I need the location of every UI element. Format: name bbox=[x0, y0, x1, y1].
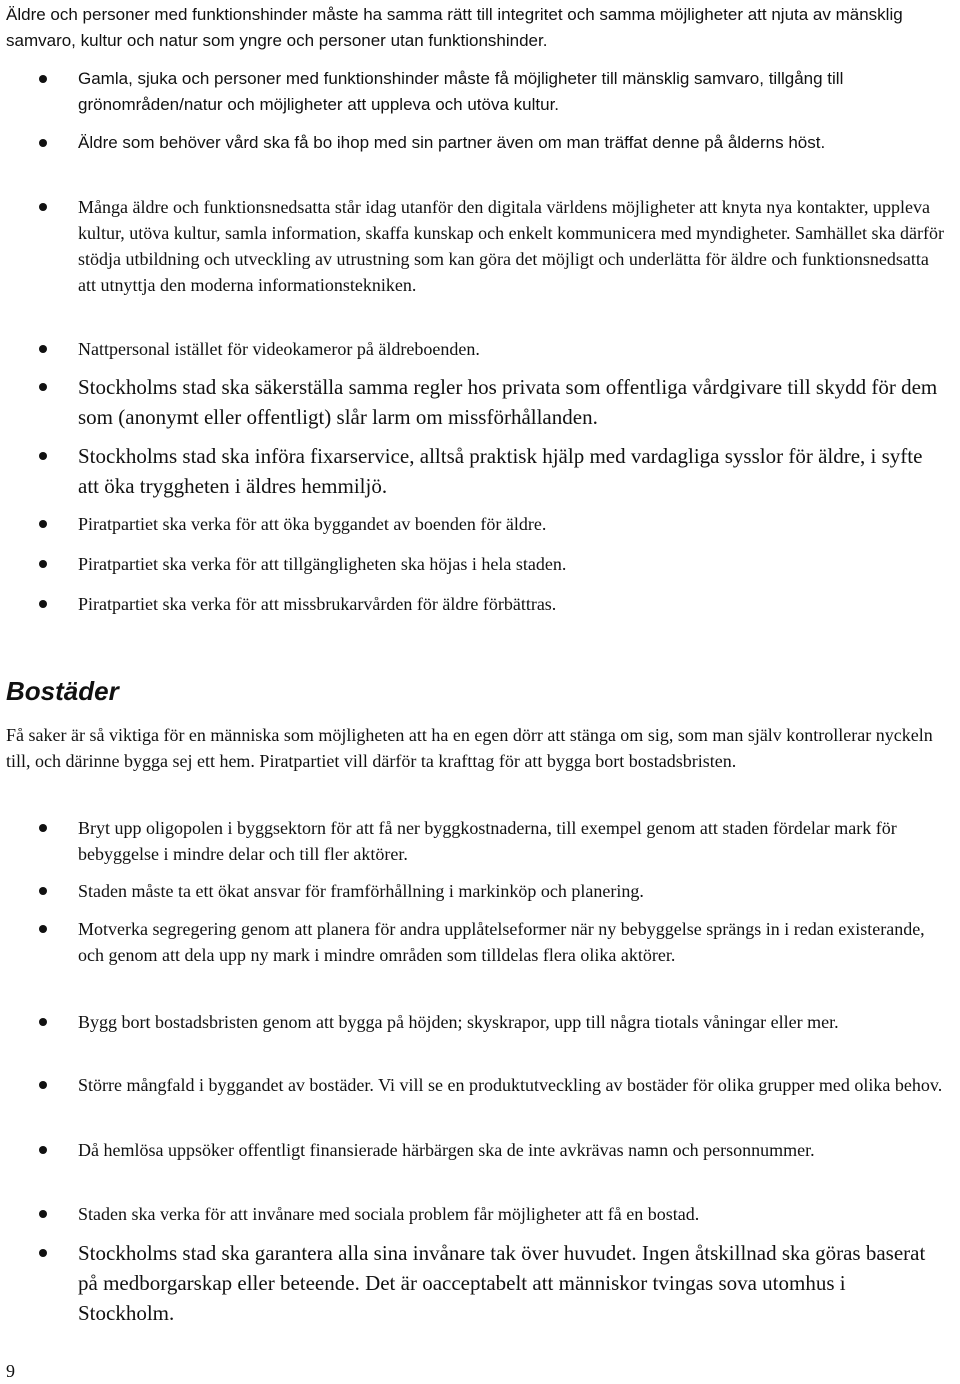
bullet-icon bbox=[39, 520, 47, 528]
intro-paragraph: Äldre och personer med funktionshinder måste ha samma rätt till integritet och samma möjligheter att njuta av mänsklig samvaro, kultur och natur som yngre och personer utan funktionshinder. bbox=[6, 5, 903, 50]
bullet-icon bbox=[39, 925, 47, 933]
list-item-text: Äldre som behöver vård ska få bo ihop med sin partner även om man träffat denne på ålderns höst. bbox=[78, 133, 826, 152]
list-item-text: Motverka segregering genom att planera för andra upplåtelseformer när ny bebyggelse sprängs in i redan existerande, och genom att dela upp ny mark i mindre områden som tilldelas flera olika aktörer. bbox=[78, 919, 925, 965]
list-item bbox=[78, 66, 946, 118]
bullet-icon bbox=[39, 345, 47, 353]
list-item bbox=[78, 815, 946, 867]
list-item bbox=[78, 441, 946, 501]
bullet-icon bbox=[39, 1146, 47, 1154]
list-item bbox=[78, 878, 946, 904]
list-item-text: Bygg bort bostadsbristen genom att bygga på höjden; skyskrapor, upp till några tiotals våningar eller mer. bbox=[78, 1012, 839, 1032]
list-item-text: Många äldre och funktionsnedsatta står idag utanför den digitala världens möjligheter att knyta nya kontakter, uppleva kultur, utöva kultur, samla information, skaffa kunskap och enkelt kommunicera med myndigheter. Samhället ska därför stödja utbildning och utveckling av utrustning som kan göra det möjligt och underlätta för äldre och funktionsnedsatta att utnyttja den moderna informationstekniken. bbox=[78, 197, 945, 295]
list-item-text: Större mångfald i byggandet av bostäder. Vi vill se en produktutveckling av bostäder för olika grupper med olika behov. bbox=[78, 1075, 943, 1095]
list-item-text: Staden ska verka för att invånare med sociala problem får möjligheter att få en bostad. bbox=[78, 1204, 700, 1224]
list-item-text: Stockholms stad ska garantera alla sina invånare tak över huvudet. Ingen åtskillnad ska göras baserat på medborgarskap eller beteende. Det är oacceptabelt att människor tvingas sova utomhus i Stockholm. bbox=[78, 1241, 926, 1325]
list-item-text: Nattpersonal istället för videokameror på äldreboenden. bbox=[78, 339, 480, 359]
list-item bbox=[78, 194, 946, 298]
bullet-icon bbox=[39, 824, 47, 832]
list-item bbox=[78, 372, 946, 432]
list-item-text: Bryt upp oligopolen i byggsektorn för att få ner byggkostnaderna, till exempel genom att staden fördelar mark för bebyggelse i mindre delar och till fler aktörer. bbox=[78, 818, 897, 864]
section-heading: Bostäder bbox=[6, 676, 119, 706]
list-item bbox=[78, 1072, 946, 1098]
list-item-text: Då hemlösa uppsöker offentligt finansierade härbärgen ska de inte avkrävas namn och personnummer. bbox=[78, 1140, 815, 1160]
page-number: 9 bbox=[6, 1361, 15, 1381]
bullet-icon bbox=[39, 452, 47, 460]
bullet-icon bbox=[39, 1249, 47, 1257]
bullet-icon bbox=[39, 1210, 47, 1218]
bullet-icon bbox=[39, 383, 47, 391]
housing-intro-paragraph: Få saker är så viktiga för en människa som möjligheten att ha en egen dörr att stänga om sig, som man själv kontrollerar nyckeln till, och därinne bygga sej ett hem. Piratpartiet vill därför ta krafttag för att bygga bort bostadsbristen. bbox=[6, 725, 933, 771]
list-item-text: Piratpartiet ska verka för att tillgängligheten ska höjas i hela staden. bbox=[78, 554, 567, 574]
list-item bbox=[78, 551, 946, 577]
list-item bbox=[78, 1009, 946, 1035]
list-item bbox=[78, 511, 946, 537]
list-item-text: Gamla, sjuka och personer med funktionshinder måste få möjligheter till mänsklig samvaro, tillgång till grönområden/natur och möjligheter att uppleva och utöva kultur. bbox=[78, 69, 844, 114]
list-item-text: Stockholms stad ska säkerställa samma regler hos privata som offentliga vårdgivare till skydd för dem som (anonymt eller offentligt) slår larm om missförhållanden. bbox=[78, 375, 938, 429]
bullet-icon bbox=[39, 139, 47, 147]
bullet-icon bbox=[39, 1018, 47, 1026]
list-item bbox=[78, 916, 946, 968]
list-item-text: Staden måste ta ett ökat ansvar för framförhållning i markinköp och planering. bbox=[78, 881, 644, 901]
bullet-icon bbox=[39, 203, 47, 211]
list-item-text: Stockholms stad ska införa fixarservice, alltså praktisk hjälp med vardagliga sysslor för äldre, i syfte att öka tryggheten i äldres hemmiljö. bbox=[78, 444, 923, 498]
bullet-icon bbox=[39, 1081, 47, 1089]
list-item bbox=[78, 1201, 946, 1227]
list-item-text: Piratpartiet ska verka för att öka byggandet av boenden för äldre. bbox=[78, 514, 547, 534]
bullet-icon bbox=[39, 887, 47, 895]
bullet-icon bbox=[39, 560, 47, 568]
list-item-text: Piratpartiet ska verka för att missbrukarvården för äldre förbättras. bbox=[78, 594, 557, 614]
list-item bbox=[78, 1238, 946, 1328]
bullet-icon bbox=[39, 75, 47, 83]
bullet-icon bbox=[39, 600, 47, 608]
list-item bbox=[78, 336, 946, 362]
list-item bbox=[78, 130, 946, 156]
list-item bbox=[78, 1137, 946, 1163]
list-item bbox=[78, 591, 946, 617]
